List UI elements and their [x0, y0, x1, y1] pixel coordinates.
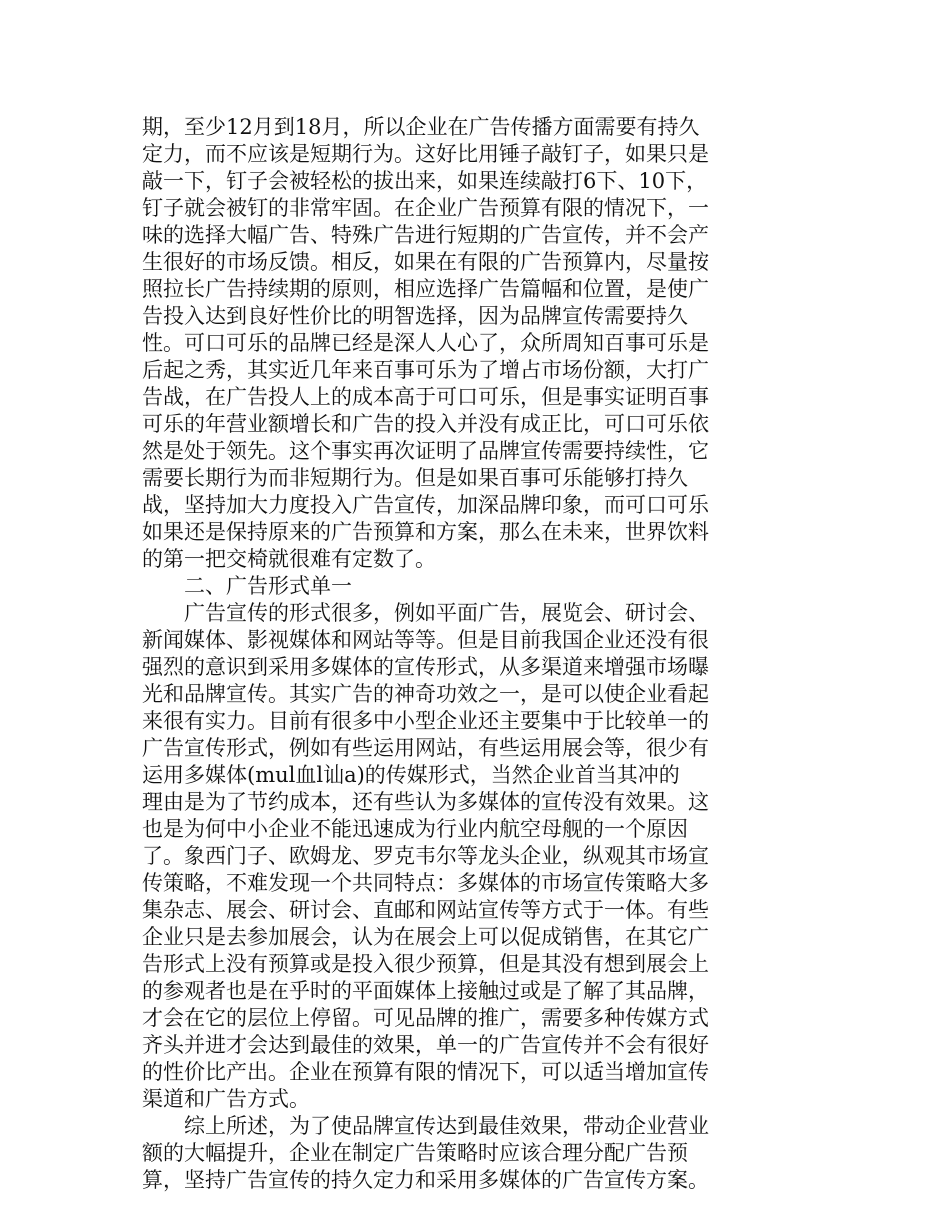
body-text	[142, 114, 742, 1194]
text-line: 战，坚持加大力度投入广告宣传，加深品牌印象，而可口可乐	[142, 493, 709, 517]
text-line: 了。象西门子、欧姆龙、罗克韦尔等龙头企业，纵观其市场宣	[142, 844, 709, 868]
text-line: 生很好的市场反馈。相反，如果在有限的广告预算内，尽量按	[142, 250, 709, 274]
text-line: 照拉长广告持续期的原则，相应选择广告篇幅和位置，是使广	[142, 277, 709, 301]
text-line: 告投入达到良好性价比的明智选择，因为品牌宣传需要持久	[142, 304, 688, 328]
text-line: 企业只是去参加展会，认为在展会上可以促成销售，在其它广	[142, 925, 709, 949]
text-line: 味的选择大幅广告、特殊广告进行短期的广告宣传，并不会产	[142, 223, 709, 247]
text-line: 的性价比产出。企业在预算有限的情况下，可以适当增加宣传	[142, 1060, 709, 1084]
text-line: 渠道和广告方式。	[142, 1087, 310, 1111]
text-line: 广告宣传的形式很多，例如平面广告，展览会、研讨会、	[184, 601, 709, 625]
text-line: 定力，而不应该是短期行为。这好比用锤子敲钉子，如果只是	[142, 142, 709, 166]
text-line: 敲一下，钉子会被轻松的拔出来，如果连续敲打6下、10下，	[142, 169, 708, 193]
text-line: 也是为何中小企业不能迅速成为行业内航空母舰的一个原因	[142, 817, 688, 841]
text-line: 齐头并进才会达到最佳的效果，单一的广告宣传并不会有很好	[142, 1033, 709, 1057]
text-line: 来很有实力。目前有很多中小型企业还主要集中于比较单一的	[142, 709, 709, 733]
text-line: 传策略，不难发现一个共同特点：多媒体的市场宣传策略大多	[142, 871, 709, 895]
text-line: 告形式上没有预算或是投入很少预算，但是其没有想到展会上	[142, 952, 709, 976]
text-line: 告战，在广告投人上的成本高于可口可乐，但是事实证明百事	[142, 385, 709, 409]
text-line: 运用多媒体(mul血l讪a)的传媒形式，当然企业首当其冲的	[142, 763, 680, 787]
text-line: 二、广告形式单一	[184, 574, 352, 598]
text-line: 理由是为了节约成本，还有些认为多媒体的宣传没有效果。这	[142, 790, 709, 814]
text-line: 钉子就会被钉的非常牢固。在企业广告预算有限的情况下，一	[142, 196, 709, 220]
text-line: 然是处于领先。这个事实再次证明了品牌宣传需要持续性，它	[142, 439, 709, 463]
text-line: 强烈的意识到采用多媒体的宣传形式，从多渠道来增强市场曝	[142, 655, 709, 679]
text-line: 新闻媒体、影视媒体和网站等等。但是目前我国企业还没有很	[142, 628, 709, 652]
text-line: 算，坚持广告宣传的持久定力和采用多媒体的广告宣传方案。	[142, 1168, 709, 1192]
text-line: 期，至少12月到18月，所以企业在广告传播方面需要有持久	[142, 115, 700, 139]
text-line: 综上所述，为了使品牌宣传达到最佳效果，带动企业营业	[184, 1114, 709, 1138]
text-line: 如果还是保持原来的广告预算和方案，那么在未来，世界饮料	[142, 520, 709, 544]
text-line: 集杂志、展会、研讨会、直邮和网站宣传等方式于一体。有些	[142, 898, 709, 922]
text-line: 光和品牌宣传。其实广告的神奇功效之一，是可以使企业看起	[142, 682, 709, 706]
text-line: 额的大幅提升，企业在制定广告策略时应该合理分配广告预	[142, 1141, 688, 1165]
text-line: 后起之秀，其实近几年来百事可乐为了增占市场份额，大打广	[142, 358, 709, 382]
text-line: 性。可口可乐的品牌已经是深人人心了，众所周知百事可乐是	[142, 331, 709, 355]
text-line: 的第一把交椅就很难有定数了。	[142, 547, 436, 571]
text-line: 广告宣传形式，例如有些运用网站，有些运用展会等，很少有	[142, 736, 709, 760]
text-line: 才会在它的层位上停留。可见品牌的推广，需要多种传媒方式	[142, 1006, 709, 1030]
text-line: 的参观者也是在乎时的平面媒体上接触过或是了解了其品牌，	[142, 979, 709, 1003]
text-line: 需要长期行为而非短期行为。但是如果百事可乐能够打持久	[142, 466, 688, 490]
text-line: 可乐的年营业额增长和广告的投入并没有成正比，可口可乐依	[142, 412, 709, 436]
